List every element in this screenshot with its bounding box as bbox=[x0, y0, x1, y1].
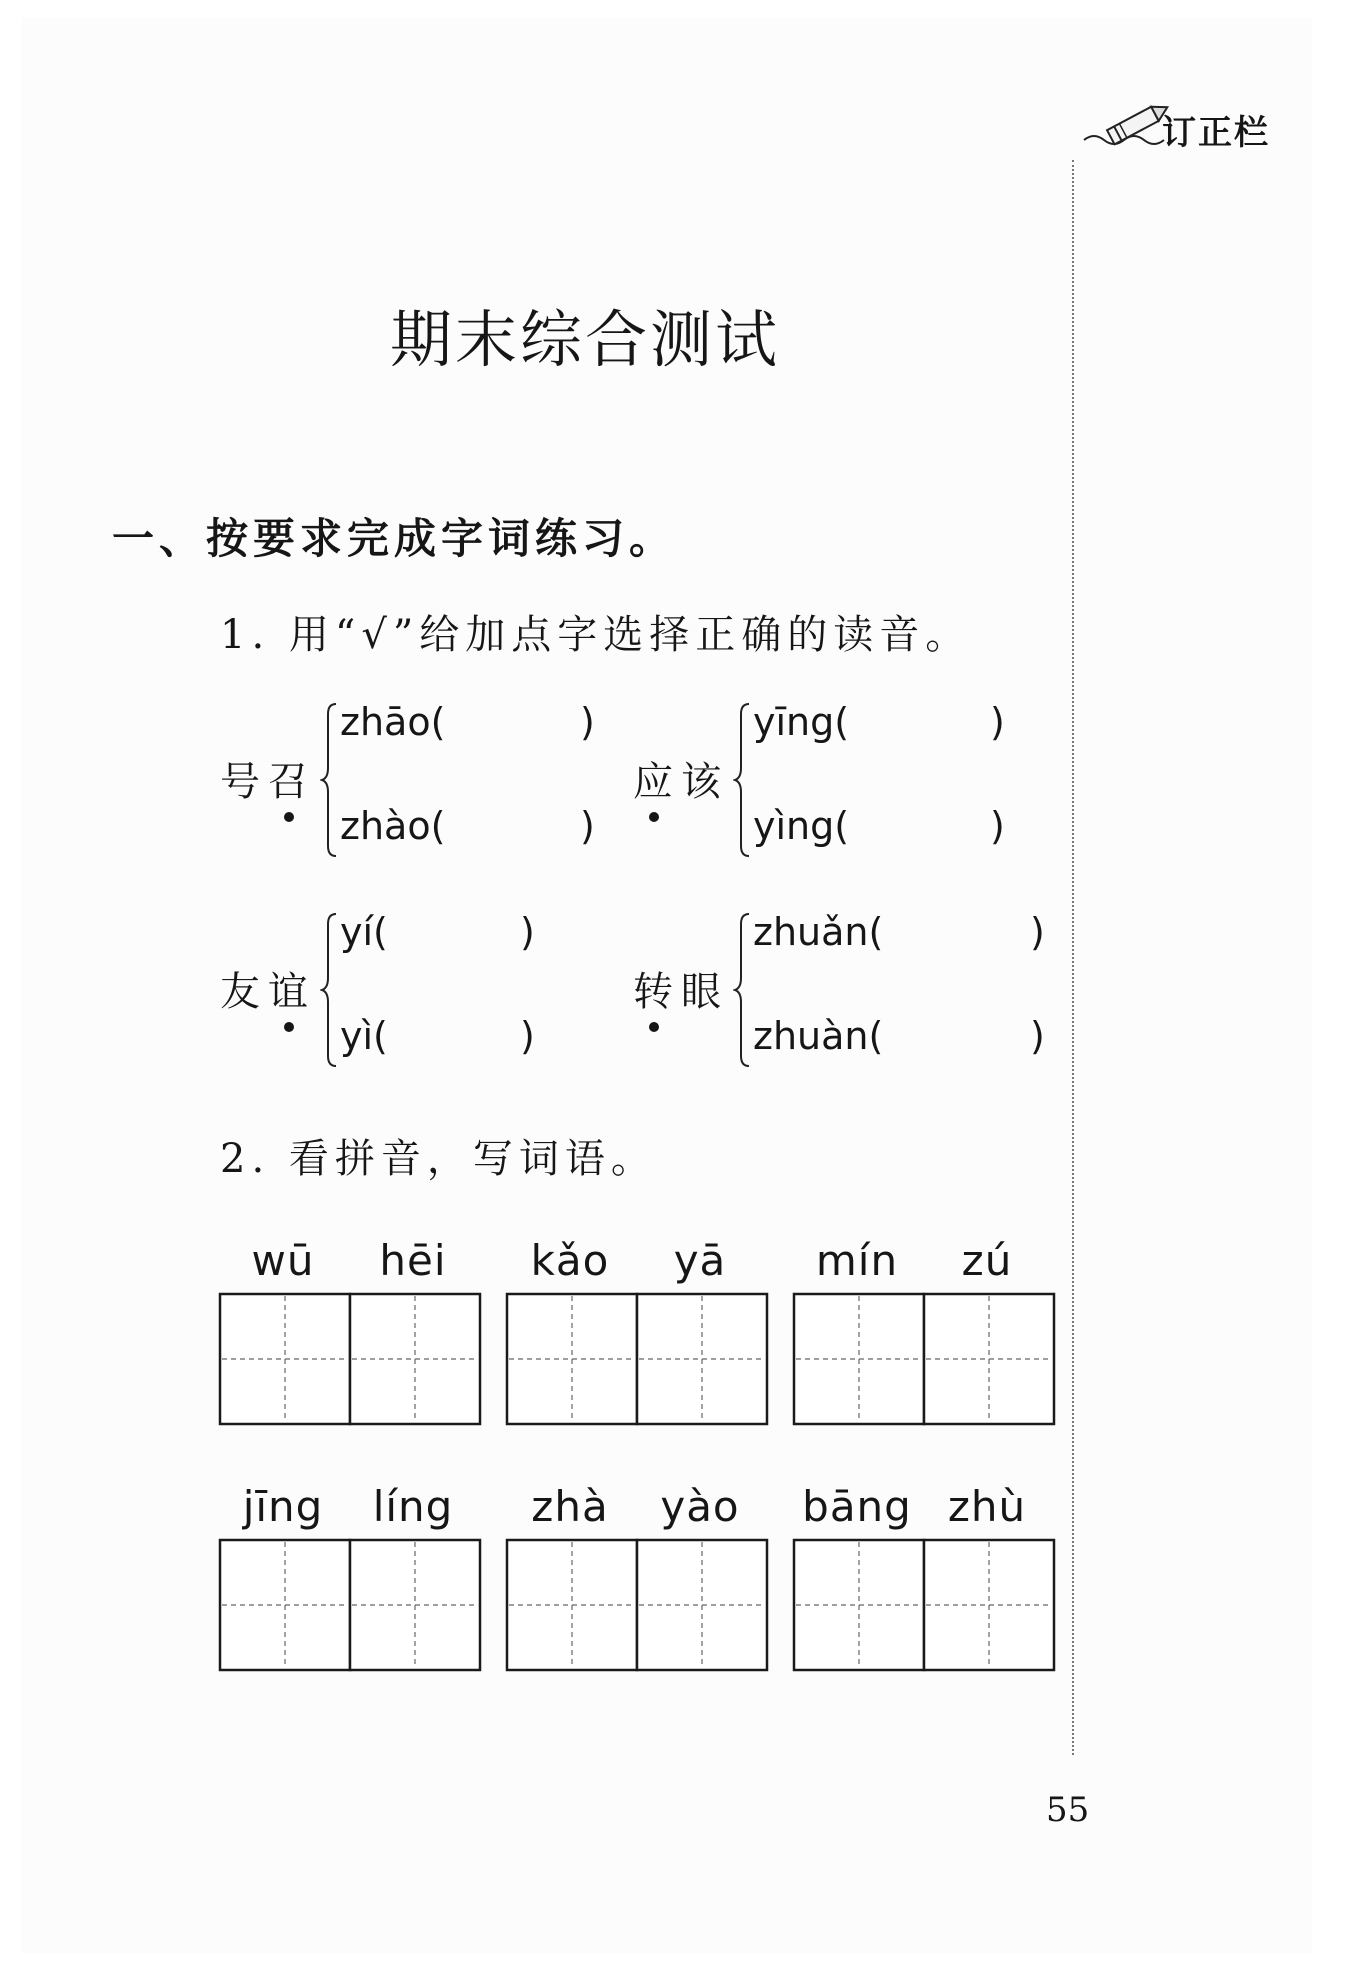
writing-cell[interactable] bbox=[637, 1294, 767, 1424]
writing-cell[interactable] bbox=[637, 1540, 767, 1670]
pinyin-row bbox=[792, 1482, 1056, 1537]
left-brace-icon bbox=[733, 910, 753, 1070]
emphasis-dot bbox=[649, 812, 659, 822]
writing-cell[interactable] bbox=[794, 1540, 924, 1670]
writing-cell[interactable] bbox=[507, 1294, 637, 1424]
pinyin-option[interactable] bbox=[340, 910, 535, 954]
pinyin-syllable: hēi bbox=[379, 1236, 447, 1285]
writing-cell[interactable] bbox=[924, 1540, 1054, 1670]
pinyin-option[interactable] bbox=[753, 700, 1005, 744]
writing-cell[interactable] bbox=[220, 1540, 350, 1670]
pinyin-row bbox=[792, 1236, 1056, 1291]
correction-label: 订正栏 bbox=[1162, 113, 1270, 153]
question-2-prompt: 2. 看拼音，写词语。 bbox=[220, 1136, 657, 1182]
pinyin-row bbox=[218, 1482, 482, 1537]
answer-blank-close: ) bbox=[990, 700, 1005, 744]
pinyin-text: yìng( bbox=[753, 804, 850, 848]
target-word: 应该 bbox=[633, 759, 729, 805]
pinyin-option[interactable] bbox=[753, 804, 1005, 848]
writing-cell[interactable] bbox=[350, 1540, 480, 1670]
left-brace-icon bbox=[320, 700, 340, 860]
pronunciation-item bbox=[220, 700, 640, 860]
answer-blank-close: ) bbox=[1030, 1014, 1045, 1058]
page-title: 期末综合测试 bbox=[390, 303, 781, 376]
target-word: 转眼 bbox=[633, 969, 729, 1015]
pinyin-syllable: kǎo bbox=[530, 1236, 610, 1285]
emphasis-dot bbox=[284, 812, 294, 822]
page-number: 55 bbox=[1046, 1790, 1090, 1830]
pronunciation-item bbox=[220, 910, 640, 1070]
pinyin-text: yì( bbox=[340, 1014, 388, 1058]
pinyin-text: zhuàn( bbox=[753, 1014, 884, 1058]
writing-grid bbox=[792, 1292, 1056, 1426]
pronunciation-item bbox=[633, 910, 1053, 1070]
pronunciation-item bbox=[633, 700, 1053, 860]
writing-cell[interactable] bbox=[924, 1294, 1054, 1424]
word-writing-block bbox=[792, 1482, 1056, 1668]
writing-cell[interactable] bbox=[220, 1294, 350, 1424]
pinyin-syllable: zú bbox=[961, 1236, 1013, 1285]
section-heading: 一、按要求完成字词练习。 bbox=[112, 514, 677, 563]
word-writing-block bbox=[218, 1236, 482, 1422]
pinyin-syllable: zhà bbox=[531, 1482, 609, 1531]
target-word: 友谊 bbox=[220, 969, 316, 1015]
answer-blank-close: ) bbox=[520, 910, 535, 954]
pinyin-syllable: bāng bbox=[802, 1482, 912, 1531]
pinyin-row bbox=[505, 1236, 769, 1291]
target-word: 号召 bbox=[220, 759, 316, 805]
pinyin-option[interactable] bbox=[753, 910, 1045, 954]
emphasis-dot bbox=[284, 1022, 294, 1032]
pinyin-row bbox=[218, 1236, 482, 1291]
writing-cell[interactable] bbox=[350, 1294, 480, 1424]
pinyin-syllable: yā bbox=[673, 1236, 727, 1285]
pinyin-syllable: jīng bbox=[242, 1482, 324, 1531]
answer-blank-close: ) bbox=[520, 1014, 535, 1058]
pinyin-row bbox=[505, 1482, 769, 1537]
pinyin-text: yí( bbox=[340, 910, 388, 954]
writing-grid bbox=[218, 1538, 482, 1672]
writing-grid bbox=[505, 1292, 769, 1426]
pinyin-syllable: yào bbox=[660, 1482, 740, 1531]
writing-grid bbox=[218, 1292, 482, 1426]
writing-cell[interactable] bbox=[507, 1540, 637, 1670]
answer-blank-close: ) bbox=[580, 700, 595, 744]
margin-dotted-line bbox=[1072, 160, 1074, 1755]
question-1-prompt: 1. 用“√”给加点字选择正确的读音。 bbox=[220, 612, 972, 658]
emphasis-dot bbox=[649, 1022, 659, 1032]
pinyin-option[interactable] bbox=[340, 700, 595, 744]
word-writing-block bbox=[792, 1236, 1056, 1422]
writing-grid bbox=[792, 1538, 1056, 1672]
left-brace-icon bbox=[320, 910, 340, 1070]
pinyin-syllable: mín bbox=[815, 1236, 899, 1285]
answer-blank-close: ) bbox=[990, 804, 1005, 848]
pinyin-option[interactable] bbox=[753, 1014, 1045, 1058]
pinyin-text: zhāo( bbox=[340, 700, 446, 744]
pinyin-option[interactable] bbox=[340, 804, 595, 848]
pinyin-syllable: wū bbox=[251, 1236, 315, 1285]
pinyin-option[interactable] bbox=[340, 1014, 535, 1058]
pinyin-text: zhào( bbox=[340, 804, 446, 848]
pinyin-syllable: zhù bbox=[947, 1482, 1027, 1531]
answer-blank-close: ) bbox=[580, 804, 595, 848]
pinyin-text: zhuǎn( bbox=[753, 910, 884, 954]
correction-column-header bbox=[1082, 96, 1318, 162]
writing-grid bbox=[505, 1538, 769, 1672]
answer-blank-close: ) bbox=[1030, 910, 1045, 954]
left-brace-icon bbox=[733, 700, 753, 860]
word-writing-block bbox=[505, 1482, 769, 1668]
word-writing-block bbox=[218, 1482, 482, 1668]
pinyin-syllable: líng bbox=[372, 1482, 454, 1531]
writing-cell[interactable] bbox=[794, 1294, 924, 1424]
word-writing-block bbox=[505, 1236, 769, 1422]
pinyin-text: yīng( bbox=[753, 700, 850, 744]
